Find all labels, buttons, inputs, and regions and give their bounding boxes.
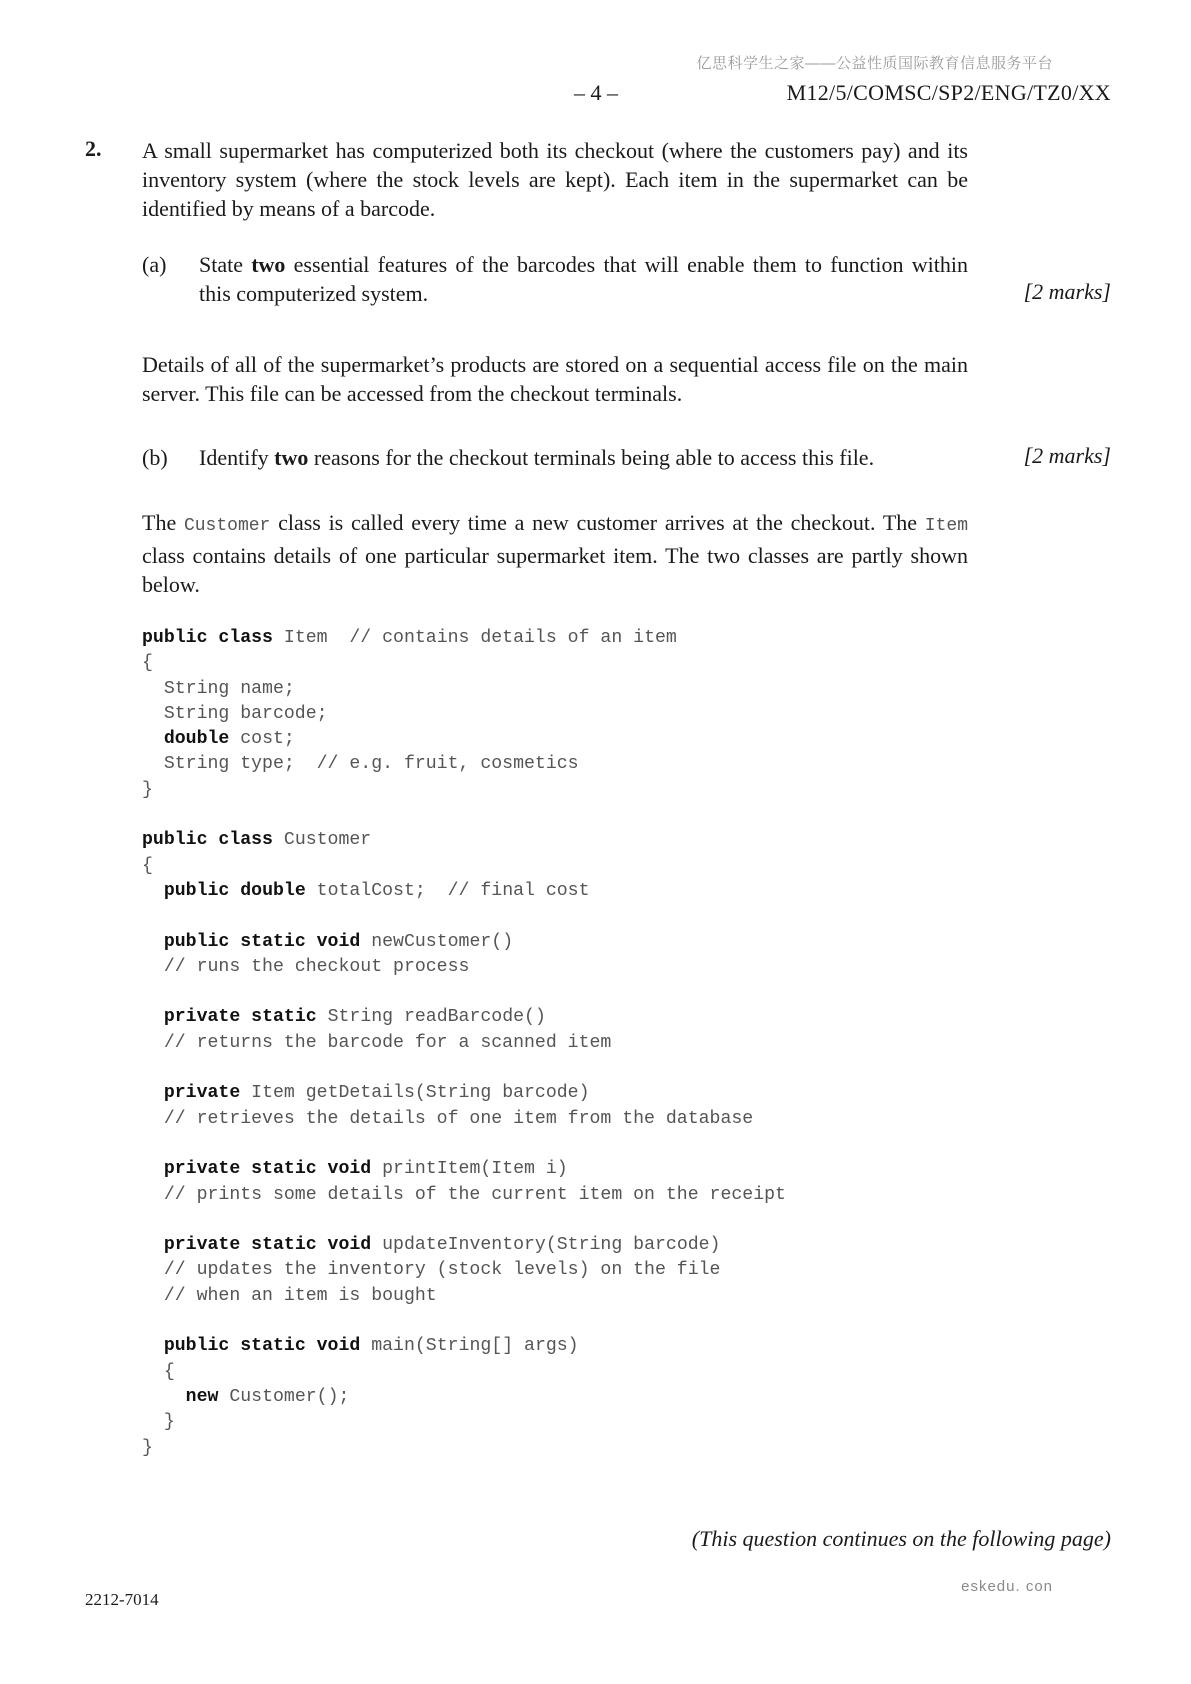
code-text: [142, 932, 164, 952]
code-text: {: [142, 1361, 175, 1382]
code-keyword: double: [163, 729, 230, 750]
part-a-marks: [2 marks]: [1023, 279, 1111, 304]
part-b-marks: [2 marks]: [1023, 443, 1111, 468]
code-line: [142, 1132, 786, 1157]
code-text: Customer();: [218, 1386, 350, 1407]
classes-text-3: class contains details of one particular supermarket item. The two classes are partly shown below.: [142, 543, 968, 597]
code-keyword: private static void: [163, 1235, 372, 1256]
code-text: [142, 881, 164, 901]
code-line: [142, 904, 786, 929]
classes-paragraph: [142, 508, 968, 599]
code-text: String readBarcode(): [316, 1007, 546, 1028]
code-text: }: [142, 1437, 153, 1458]
code-line: [142, 879, 786, 904]
part-b-bold: two: [274, 445, 309, 470]
code-text: main(String[] args): [360, 1336, 579, 1357]
code-line: [142, 1031, 786, 1056]
code-line: [142, 955, 786, 980]
code-line: [142, 803, 786, 828]
question-intro: A small supermarket has computerized both its checkout (where the customers pay) and its inventory system (where the stock levels are kept). Each item in the supermarket can be identified by means of a barcode.: [142, 138, 968, 221]
code-line: [142, 854, 786, 879]
code-text: // updates the inventory (stock levels) on the file: [142, 1260, 721, 1281]
code-line: [142, 980, 786, 1005]
code-line: [142, 1056, 786, 1081]
code-line: [142, 1258, 786, 1283]
code-line: [142, 626, 786, 651]
code-text: updateInventory(String barcode): [371, 1235, 721, 1256]
code-keyword: public double: [163, 880, 306, 901]
inline-code-item: Item: [924, 516, 969, 536]
code-text: [142, 1387, 186, 1407]
code-line: [142, 1436, 786, 1461]
code-text: [142, 1235, 164, 1255]
inline-code-customer: Customer: [183, 516, 271, 536]
code-text: {: [142, 653, 153, 674]
code-text: String type; // e.g. fruit, cosmetics: [142, 754, 579, 775]
code-line: [142, 1208, 786, 1233]
code-line: [142, 1284, 786, 1309]
code-text: }: [142, 1412, 175, 1433]
code-keyword: private static: [163, 1007, 317, 1028]
code-line: [142, 1410, 786, 1435]
code-text: // when an item is bought: [142, 1285, 437, 1306]
footer-watermark: eskedu. con: [961, 1578, 1053, 1595]
code-text: [142, 1159, 164, 1179]
code-line: [142, 828, 786, 853]
code-line: [142, 1005, 786, 1030]
code-text: // returns the barcode for a scanned item: [142, 1032, 612, 1053]
code-text: cost;: [229, 729, 295, 750]
code-line: [142, 1309, 786, 1334]
classes-text-1: The: [142, 510, 184, 535]
question-number: 2.: [85, 136, 102, 161]
code-line: [142, 1107, 786, 1132]
code-line: [142, 651, 786, 676]
code-text: String name;: [142, 678, 295, 699]
code-text: // prints some details of the current item on the receipt: [142, 1184, 786, 1205]
document-id: 2212-7014: [85, 1590, 159, 1609]
header-watermark: 亿思科学生之家——公益性质国际教育信息服务平台: [696, 55, 1053, 72]
code-line: [142, 1081, 786, 1106]
code-text: [142, 1083, 164, 1103]
code-text: }: [142, 779, 153, 800]
code-line: [142, 930, 786, 955]
code-line: [142, 1334, 786, 1359]
classes-text-2: class is called every time a new customer arrives at the checkout. The: [270, 510, 925, 535]
code-line: [142, 1183, 786, 1208]
code-text: Item // contains details of an item: [272, 628, 677, 648]
continues-note: (This question continues on the following page): [691, 1526, 1111, 1551]
code-text: // runs the checkout process: [142, 956, 470, 977]
code-text: String barcode;: [142, 703, 328, 724]
code-line: [142, 1233, 786, 1258]
code-line: [142, 752, 786, 777]
code-text: printItem(Item i): [371, 1159, 568, 1180]
code-text: {: [142, 855, 153, 876]
part-b-label: (b): [142, 445, 168, 470]
paper-code: M12/5/COMSC/SP2/ENG/TZ0/XX: [786, 80, 1111, 105]
code-keyword: public class: [142, 830, 273, 851]
code-keyword: private static void: [163, 1159, 372, 1180]
code-text: newCustomer(): [360, 931, 514, 952]
code-text: // retrieves the details of one item from the database: [142, 1108, 754, 1129]
code-line: [142, 1385, 786, 1410]
part-a-text-after: essential features of the barcodes that will enable them to function within this computerized system.: [199, 252, 968, 306]
code-line: [142, 778, 786, 803]
part-a-label: (a): [142, 252, 167, 277]
details-paragraph: Details of all of the supermarket’s products are stored on a sequential access file on the main server. This file can be accessed from the checkout terminals.: [142, 352, 968, 406]
code-text: [142, 1336, 164, 1356]
code-keyword: private: [163, 1083, 241, 1104]
code-text: totalCost; // final cost: [305, 880, 590, 901]
part-a-text-before: State: [199, 252, 252, 277]
code-keyword: public static void: [163, 1336, 361, 1357]
code-keyword: public class: [142, 628, 273, 648]
code-keyword: public static void: [163, 931, 361, 952]
part-a-bold: two: [251, 252, 286, 277]
code-text: Item getDetails(String barcode): [240, 1083, 590, 1104]
code-keyword: new: [185, 1386, 219, 1407]
page-number: – 4 –: [574, 80, 618, 105]
code-line: [142, 702, 786, 727]
code-text: [142, 1007, 164, 1027]
part-b-text-before: Identify: [199, 445, 275, 470]
code-line: [142, 1360, 786, 1385]
code-text: Customer: [272, 830, 372, 851]
code-line: [142, 727, 786, 752]
code-listing: [142, 626, 786, 1461]
part-b-text-after: reasons for the checkout terminals being able to access this file.: [308, 445, 875, 470]
code-line: [142, 1157, 786, 1182]
code-line: [142, 677, 786, 702]
code-text: [142, 729, 164, 749]
